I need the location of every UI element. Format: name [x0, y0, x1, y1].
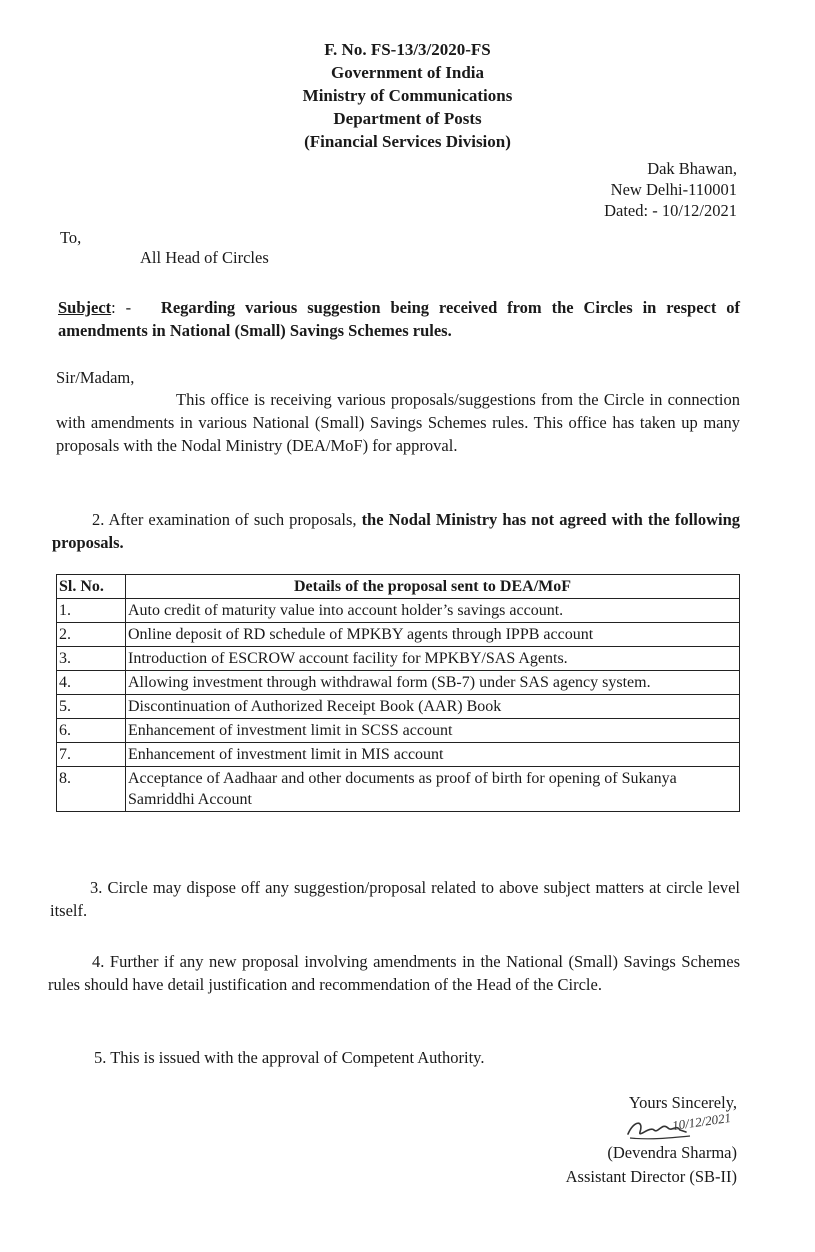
proposals-table [56, 574, 740, 812]
row-number: 1. [57, 599, 126, 623]
paragraph-3: 3. Circle may dispose off any suggestion/proposal related to above subject matters at circle level itself. [50, 878, 740, 920]
row-detail: Enhancement of investment limit in SCSS account [126, 719, 740, 743]
to-label: To, [60, 228, 82, 247]
subject-separator: : - [111, 298, 132, 317]
government-name: Government of India [331, 63, 484, 82]
paragraph-2 [52, 508, 740, 554]
row-detail: Allowing investment through withdrawal form (SB-7) under SAS agency system. [126, 671, 740, 695]
header-details: Details of the proposal sent to DEA/MoF [126, 575, 740, 599]
header-sl-no: Sl. No. [57, 575, 126, 599]
table-row [57, 599, 740, 623]
department-name: Department of Posts [333, 109, 482, 128]
row-detail: Acceptance of Aadhaar and other documents as proof of birth for opening of Sukanya Samriddhi Account [126, 767, 740, 812]
subject-text: Regarding various suggestion being received from the Circles in respect of amendments in National (Small) Savings Schemes rules. [58, 298, 740, 340]
row-detail: Introduction of ESCROW account facility for MPKBY/SAS Agents. [126, 647, 740, 671]
closing-sincerely: Yours Sincerely, [628, 1093, 737, 1112]
paragraph-5: 5. This is issued with the approval of Competent Authority. [94, 1048, 485, 1067]
table-header-row [57, 575, 740, 599]
paragraph-2-lead: 2. After examination of such proposals, [92, 510, 357, 529]
letter-date: Dated: - 10/12/2021 [604, 201, 737, 220]
row-number: 4. [57, 671, 126, 695]
table-row [57, 719, 740, 743]
division-name: (Financial Services Division) [304, 132, 511, 151]
row-number: 5. [57, 695, 126, 719]
subject-line [58, 296, 740, 342]
row-number: 8. [57, 767, 126, 812]
file-number: F. No. FS-13/3/2020-FS [324, 40, 491, 59]
table-row [57, 695, 740, 719]
signatory-name: (Devendra Sharma) [607, 1143, 737, 1162]
paragraph-4: 4. Further if any new proposal involving amendments in the National (Small) Savings Schemes rules should have detail justification and recommendation of the Head of the Circle. [48, 952, 740, 994]
row-number: 2. [57, 623, 126, 647]
letter-header [0, 38, 815, 153]
signature-date: 10/12/2021 [671, 1109, 732, 1134]
address-line-1: Dak Bhawan, [647, 159, 737, 178]
subject-label: Subject [58, 298, 112, 317]
row-number: 7. [57, 743, 126, 767]
address-block [604, 158, 737, 221]
row-detail: Auto credit of maturity value into account holder’s savings account. [126, 599, 740, 623]
address-line-2: New Delhi-110001 [610, 180, 737, 199]
table-row [57, 623, 740, 647]
ministry-name: Ministry of Communications [302, 86, 513, 105]
signatory-designation: Assistant Director (SB-II) [565, 1167, 737, 1186]
salutation: Sir/Madam, [56, 368, 135, 387]
table-row [57, 743, 740, 767]
table-row [57, 647, 740, 671]
table-row [57, 767, 740, 812]
row-number: 6. [57, 719, 126, 743]
row-detail: Online deposit of RD schedule of MPKBY agents through IPPB account [126, 623, 740, 647]
paragraph-2-bold: the Nodal Ministry has not agreed with the following proposals. [52, 510, 740, 552]
paragraph-1: This office is receiving various proposals/suggestions from the Circle in connection with amendments in various National (Small) Savings Schemes rules. This office has taken up many proposals with the Nodal Ministry (DEA/MoF) for approval. [56, 390, 740, 455]
row-detail: Enhancement of investment limit in MIS account [126, 743, 740, 767]
row-detail: Discontinuation of Authorized Receipt Book (AAR) Book [126, 695, 740, 719]
recipient: All Head of Circles [140, 248, 269, 267]
table-row [57, 671, 740, 695]
row-number: 3. [57, 647, 126, 671]
